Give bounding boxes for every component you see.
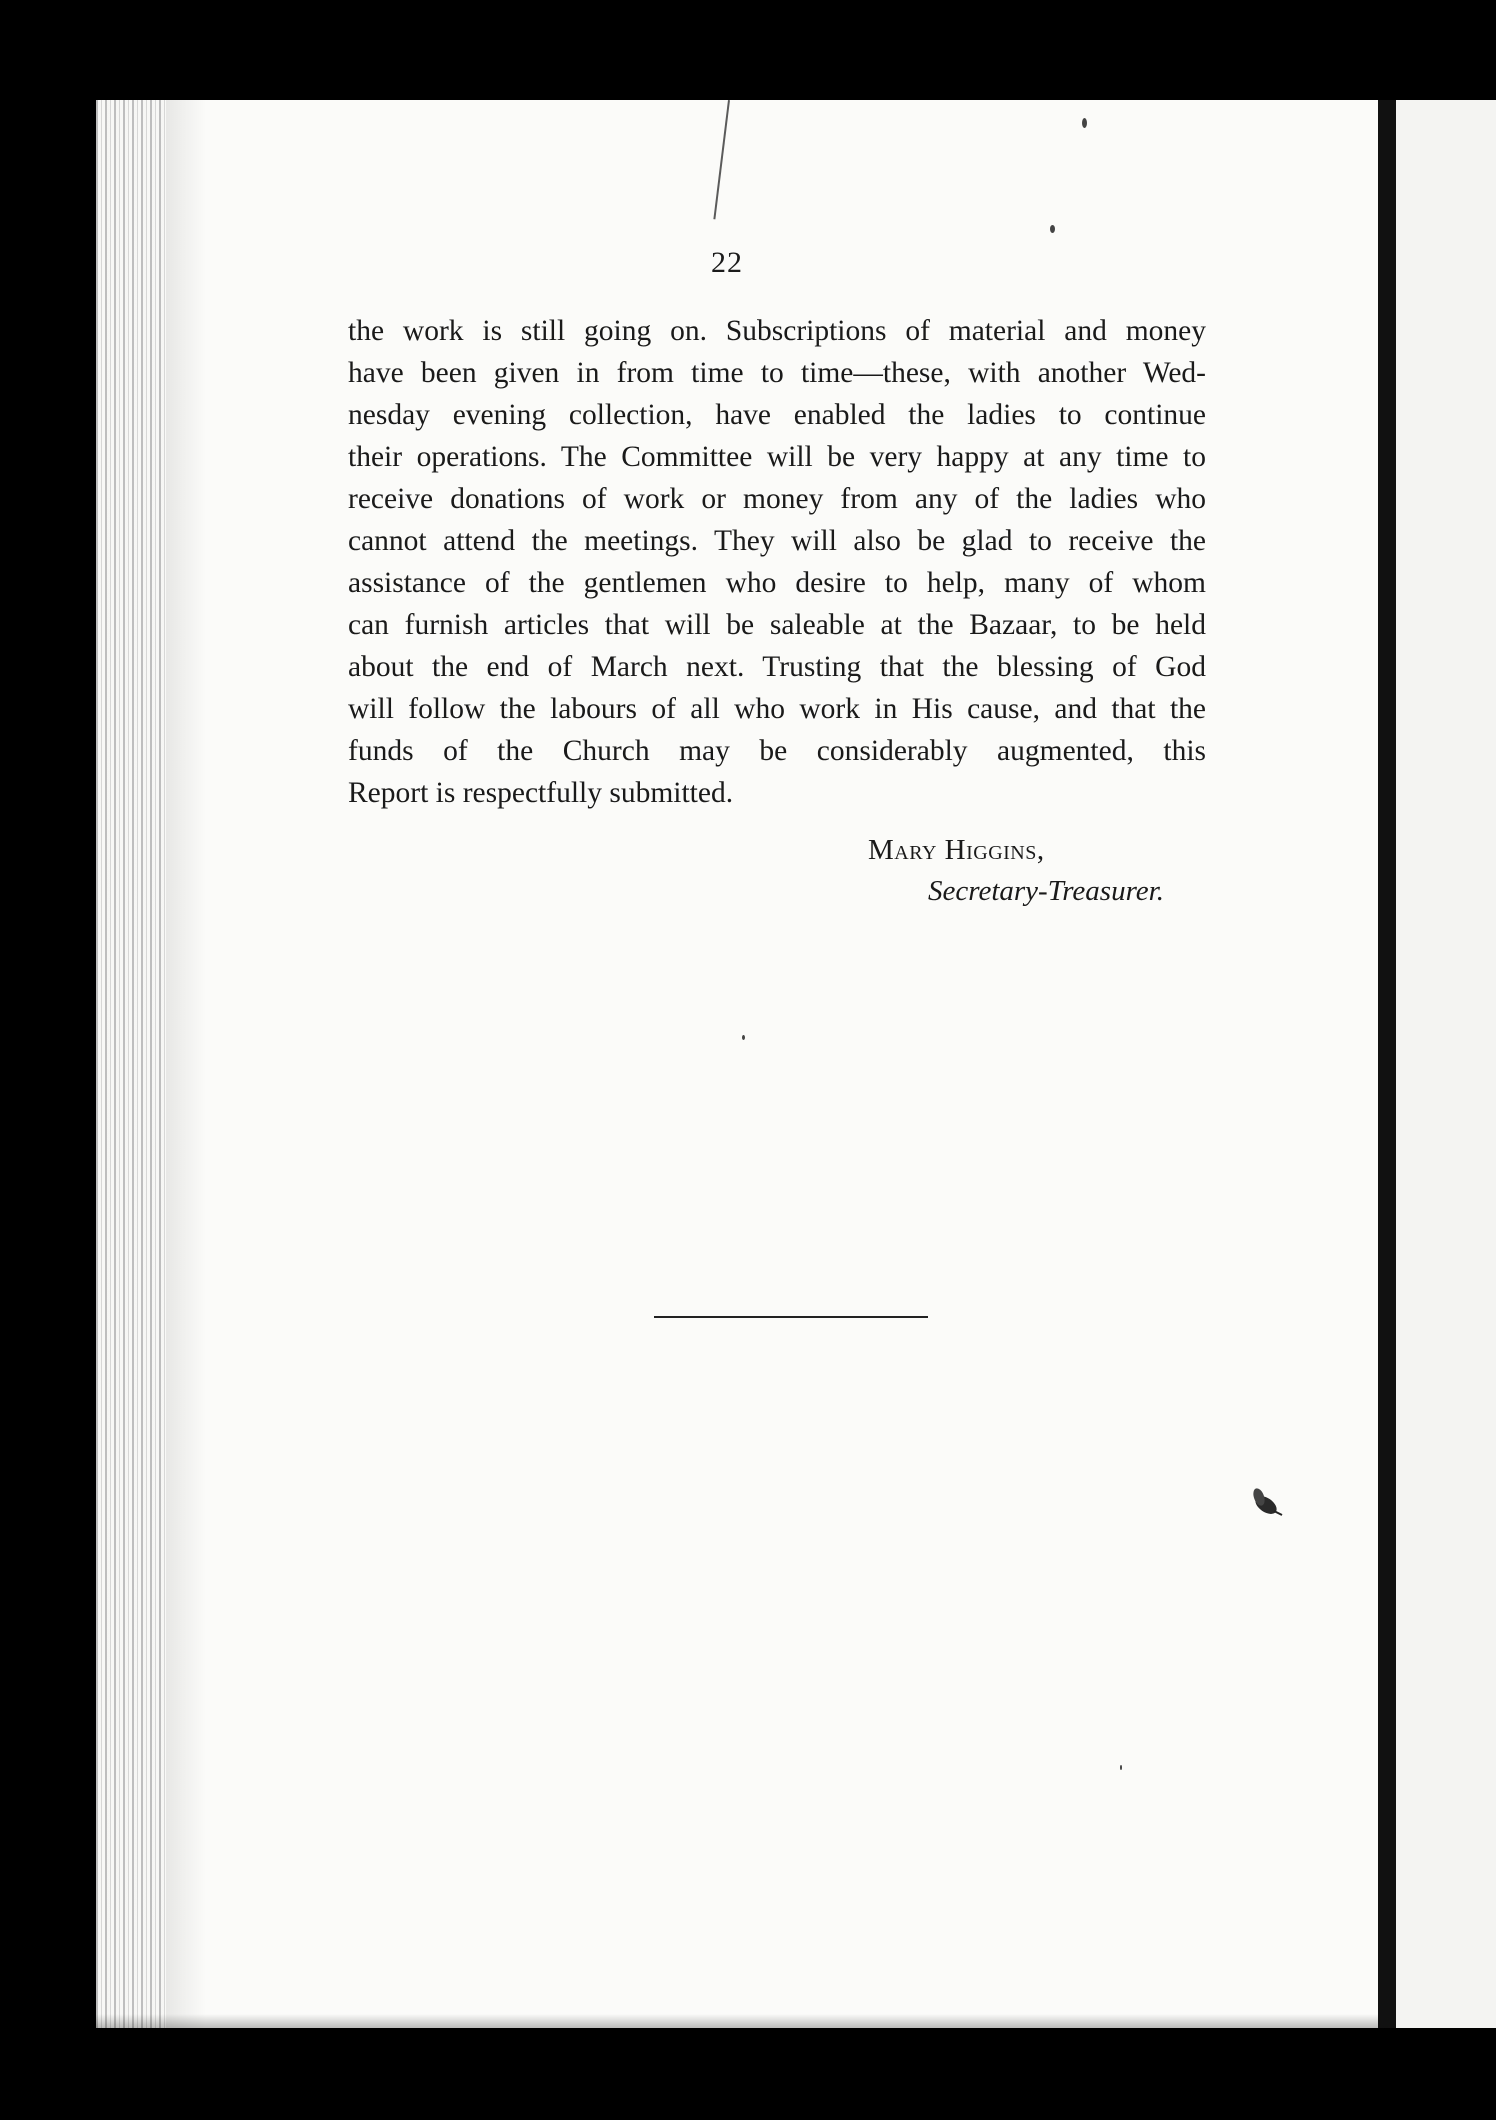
scanned-page	[96, 100, 1378, 2028]
paragraph-line: have been given in from time to time—these, with another Wed-	[348, 357, 1206, 389]
paragraph-line: funds of the Church may be considerably augmented, this	[348, 735, 1206, 767]
next-page-edge	[1396, 100, 1496, 2028]
ink-speck	[1082, 118, 1087, 128]
paragraph-line: nesday evening collection, have enabled the ladies to continue	[348, 399, 1206, 431]
body-paragraph	[348, 310, 1206, 814]
section-divider-rule	[654, 1316, 928, 1318]
paragraph-line: the work is still going on. Subscriptions of material and money	[348, 315, 1206, 347]
signature-name: Mary Higgins,	[868, 834, 1045, 866]
ink-speck	[1120, 1765, 1122, 1770]
paragraph-line: their operations. The Committee will be very happy at any time to	[348, 441, 1206, 473]
paragraph-line: about the end of March next. Trusting that the blessing of God	[348, 651, 1206, 683]
ink-speck	[1050, 225, 1055, 233]
next-page-border	[1378, 100, 1396, 2028]
paragraph-line: cannot attend the meetings. They will also be glad to receive the	[348, 525, 1206, 557]
paragraph-line: will follow the labours of all who work in His cause, and that the	[348, 693, 1206, 725]
signature-block	[868, 830, 1348, 912]
page-spine-edge	[96, 100, 166, 2028]
signature-title: Secretary-Treasurer.	[928, 875, 1164, 907]
page-number: 22	[711, 246, 743, 279]
paragraph-line: Report is respectfully submitted.	[348, 777, 734, 809]
page-bottom-shadow	[96, 2014, 1378, 2028]
spine-shadow	[166, 100, 206, 2028]
paragraph-line: assistance of the gentlemen who desire to help, many of whom	[348, 567, 1206, 599]
paragraph-line: can furnish articles that will be saleable at the Bazaar, to be held	[348, 609, 1206, 641]
ink-speck	[742, 1035, 745, 1040]
pencil-mark	[713, 100, 730, 219]
insect-speck-icon	[1246, 1485, 1286, 1525]
paragraph-line: receive donations of work or money from any of the ladies who	[348, 483, 1206, 515]
